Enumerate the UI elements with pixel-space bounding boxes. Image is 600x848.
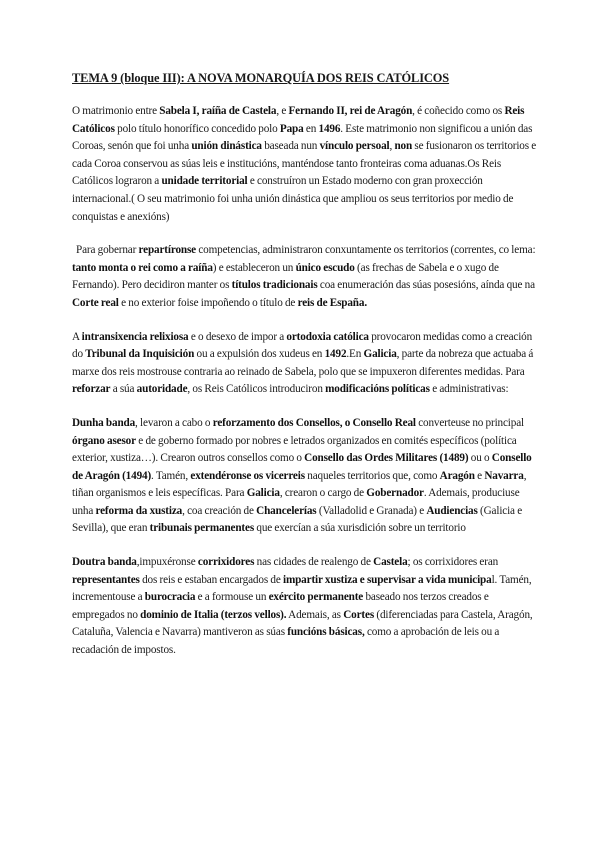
bold-text: Gobernador (366, 487, 424, 500)
text-run: en (303, 122, 319, 135)
text-run: ) e estableceron un (212, 261, 296, 274)
text-run: polo título honorífico concedido polo (114, 122, 280, 135)
text-run: converteuse no principal (415, 416, 524, 429)
text-run: competencias, administraron conxuntamente os territorios (correntes, co lema: (195, 244, 536, 257)
text-run: ou a expulsión dos xudeus en (194, 348, 325, 361)
bold-text: Aragón (439, 469, 475, 482)
text-run: se fusionaron os territorios e cada Coroa conservou as súas leis e institucións, manténdose tanto fronteiras coma aduanas.Os Reis Católicos lograron a (72, 140, 537, 188)
bold-text: impartir xustiza e supervisar a vida municipa (282, 573, 492, 586)
text-run: .En (346, 348, 364, 361)
text-run: ou o (468, 452, 492, 465)
bold-text: non (394, 140, 413, 153)
bold-text: Tribunal da Inquisición (85, 348, 195, 361)
text-run: que exercían a súa xurisdición sobre un territorio (254, 522, 466, 535)
paragraph (72, 554, 540, 660)
text-run: dos reis e estaban encargados de (139, 573, 283, 586)
text-run: e no exterior foise impoñendo o título de (118, 296, 298, 309)
text-run: , crearon o cargo de (279, 487, 367, 500)
bold-text: Corte real (72, 296, 119, 309)
text-run: como a aprobación de leis ou a recadación de impostos. (72, 626, 500, 657)
bold-text: modificacións políticas (325, 383, 430, 396)
text-run: Ademais, as (286, 608, 344, 621)
bold-text: Galicia (246, 487, 280, 500)
bold-text: órgano asesor (72, 434, 136, 447)
text-run: . Ademais, produciuse unha (72, 487, 520, 517)
text-run: e administrativas: (429, 383, 509, 396)
bold-text: Dunha banda (72, 416, 136, 429)
paragraph (72, 103, 540, 226)
paragraph (72, 415, 540, 538)
text-run: baseado nos terzos creados e empregados no (72, 591, 489, 621)
bold-text: Castela (373, 556, 408, 569)
bold-text: unión dinástica (191, 140, 262, 153)
bold-text: exército permanente (268, 591, 364, 604)
text-run: baseada nun (261, 140, 320, 153)
text-run: , tiñan organismos e leis específicas. Para (72, 469, 527, 500)
text-run: l. Tamén, incrementouse a (72, 573, 532, 604)
text-run: e (474, 469, 485, 482)
bold-text: Sabela I, raíña de Castela (159, 105, 277, 117)
text-run: O matrimonio entre (72, 105, 160, 117)
text-run: , e (276, 105, 289, 117)
text-run: ; os corrixidores eran (407, 556, 499, 569)
text-run: e de goberno formado por nobres e letrados organizados en comités específicos (política exterior, xustiza…). Crearon outros consellos como o (72, 434, 517, 465)
text-run: e a formouse un (195, 591, 269, 604)
text-run: e construíron un Estado moderno con gran proxección internacional.( O seu matrimonio foi unha unión dinástica que ampliou os seus territorios por medio de conquistas e anexións) (72, 175, 514, 223)
text-run: a súa (110, 383, 137, 396)
bold-text: Chancelerías (256, 504, 317, 517)
text-run: . Este matrimonio non significou a unión das Coroas, senón que foi unha (72, 122, 533, 153)
bold-text: extendéronse os vicerreis (190, 469, 305, 482)
text-run: provocaron medidas como a creación do (72, 330, 533, 361)
bold-text: Fernando II, rei de Aragón (288, 105, 413, 117)
bold-text: Audiencias (426, 504, 478, 517)
paragraph (72, 329, 540, 399)
bold-text: Papa (279, 122, 304, 135)
text-run: , levaron a cabo o (135, 416, 213, 429)
text-run: , coa creación de (182, 504, 257, 517)
document-title: TEMA 9 (bloque III): A NOVA MONARQUÍA DOS REIS CATÓLICOS (72, 71, 450, 85)
text-run: Para gobernar (76, 244, 139, 257)
text-run: (Valladolid e Granada) e (316, 504, 427, 517)
text-run: coa enumeración das súas posesións, aínda que na (317, 279, 535, 292)
text-run: e o desexo de impor a (188, 330, 287, 343)
text-run: , (389, 140, 395, 153)
bold-text: 1492 (324, 348, 347, 361)
text-run: . Tamén, (151, 469, 191, 482)
bold-text: burocracia (144, 591, 196, 604)
bold-text: Consello das Ordes Militares (1489) (304, 452, 469, 465)
bold-text: único escudo (295, 261, 355, 274)
bold-text: intransixencia relixiosa (81, 330, 189, 343)
text-run: nas cidades de realengo de (254, 556, 374, 569)
text-run: , os Reis Católicos introduciron (187, 383, 326, 396)
bold-text: autoridade (136, 383, 188, 396)
document-body (72, 103, 540, 660)
bold-text: Galicia (363, 348, 397, 361)
bold-text: títulos tradicionais (231, 279, 318, 292)
bold-text: dominio de Italia (terzos vellos). (140, 608, 287, 621)
text-run: (as frechas de Sabela e o xugo de Fernando). Pero decidiron manter os (72, 261, 499, 292)
bold-text: Navarra (484, 469, 524, 482)
bold-text: reforzar (72, 383, 111, 396)
bold-text: funcións básicas, (287, 626, 365, 639)
bold-text: representantes (72, 573, 140, 586)
bold-text: tribunais permanentes (149, 522, 255, 535)
bold-text: ortodoxia católica (286, 330, 369, 343)
text-run: , parte da nobreza que actuaba á marxe dos reis mostrouse contraria ao reinado de Sabela, polo que se impuxeron diferentes medidas. Para (72, 348, 534, 378)
bold-text: corrixidores (197, 556, 255, 569)
bold-text: Cortes (343, 608, 375, 621)
text-run: A (72, 330, 82, 343)
bold-text: repartíronse (138, 244, 196, 257)
text-run: (diferenciadas para Castela, Aragón, Cataluña, Valencia e Navarra) mantiveron as súas (72, 608, 533, 639)
bold-text: tanto monta o rei como a raíña (72, 261, 213, 274)
bold-text: 1496 (318, 122, 341, 135)
text-run: ,impuxéronse (136, 556, 198, 569)
text-run: (Galicia e Sevilla), que eran (72, 504, 523, 535)
text-run: naqueles territorios que, como (304, 469, 440, 482)
bold-text: vínculo persoal (319, 140, 390, 153)
bold-text: reforzamento dos Consellos, o Consello Real (212, 416, 416, 429)
bold-text: Consello de Aragón (1494) (72, 452, 532, 482)
text-run: , é coñecido como os (412, 105, 505, 117)
bold-text: reforma da xustiza (95, 504, 183, 517)
paragraph (72, 242, 540, 312)
bold-text: unidade territorial (161, 175, 248, 188)
bold-text: Doutra banda (72, 556, 137, 569)
bold-text: reis de España. (297, 296, 367, 309)
bold-text: Reis Católicos (72, 105, 525, 135)
